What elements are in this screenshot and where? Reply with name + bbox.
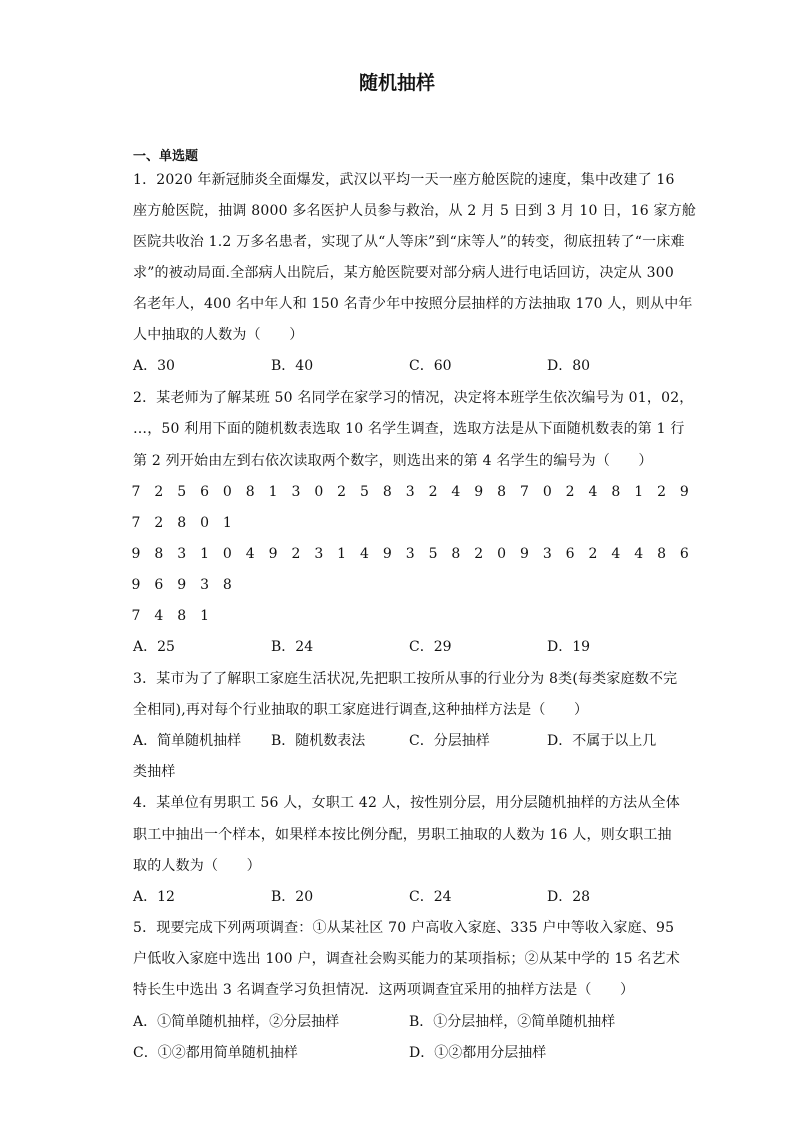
random-digit: 8 <box>382 484 392 500</box>
random-digit: 1 <box>222 515 232 531</box>
random-digit: 8 <box>154 546 164 562</box>
question-1-line: 求”的被动局面.全部病人出院后，某方舱医院要对部分病人进行电话回访，决定从 300 <box>133 265 674 281</box>
random-digit: 3 <box>405 484 415 500</box>
random-digit: 0 <box>222 484 232 500</box>
option-d[interactable]: D．19 <box>547 639 591 655</box>
random-digit: 4 <box>588 484 598 500</box>
random-table-row <box>133 575 693 595</box>
random-digit: 7 <box>131 608 141 624</box>
question-5-options-row-1 <box>133 1012 673 1032</box>
random-digit: 4 <box>360 546 369 562</box>
random-digit: 6 <box>565 546 575 562</box>
page-title: 随机抽样 <box>358 72 435 94</box>
question-5-options-row-2 <box>133 1043 673 1063</box>
option-d[interactable]: D．80 <box>547 358 591 374</box>
question-5-line: 特长生中选出 3 名调查学习负担情况．这两项调查宜采用的抽样方法是（ ） <box>133 982 635 998</box>
question-3-line: 3．某市为了了解职工家庭生活状况,先把职工按所从事的行业分为 8类(每类家庭数不完 <box>133 671 678 687</box>
random-table-row <box>133 544 693 564</box>
option-d[interactable]: D．28 <box>547 889 591 905</box>
random-digit: 4 <box>611 546 621 562</box>
random-digit: 6 <box>200 484 209 500</box>
random-digit: 3 <box>542 546 552 562</box>
random-digit: 9 <box>382 546 392 562</box>
random-table-row <box>133 513 693 533</box>
question-2-line: 第 2 列开始由左到右依次读取两个数字，则选出来的第 4 名学生的编号为（ ） <box>133 453 653 469</box>
random-digit: 2 <box>154 484 164 500</box>
option-d[interactable]: D．①②都用分层抽样 <box>409 1045 547 1061</box>
question-2-line: 2．某老师为了解某班 50 名同学在家学习的情况，决定将本班学生依次编号为 01，02， <box>133 390 694 406</box>
random-digit: 8 <box>177 515 187 531</box>
question-4-line: 4．某单位有男职工 56 人，女职工 42 人，按性别分层，用分层随机抽样的方法从全体 <box>133 795 680 811</box>
random-digit: 5 <box>428 546 438 562</box>
random-digit: 4 <box>451 484 461 500</box>
random-digit: 6 <box>154 577 164 593</box>
question-2-line: …，50 利用下面的随机数表选取 10 名学生调查，选取方法是从下面随机数表的第 1 行 <box>133 421 685 437</box>
random-digit: 3 <box>291 484 301 500</box>
question-1-line: 医院共收治 1.2 万多名患者，实现了从“人等床”到“床等人”的转变，彻底扭转了“一床难 <box>133 234 685 250</box>
option-a[interactable]: A．简单随机抽样 <box>133 733 242 749</box>
random-digit: 7 <box>131 484 141 500</box>
question-2-options <box>133 637 673 657</box>
question-4-options <box>133 887 673 907</box>
random-digit: 0 <box>222 546 232 562</box>
random-digit: 0 <box>314 484 324 500</box>
option-c[interactable]: C．①②都用简单随机抽样 <box>133 1045 298 1061</box>
random-digit: 9 <box>679 484 689 500</box>
random-digit: 0 <box>200 515 209 531</box>
random-digit: 9 <box>131 546 141 562</box>
random-digit: 8 <box>611 484 621 500</box>
random-digit: 2 <box>337 484 347 500</box>
random-digit: 8 <box>657 546 666 562</box>
random-digit: 9 <box>268 546 278 562</box>
option-a[interactable]: A．①简单随机抽样，②分层抽样 <box>133 1014 340 1030</box>
random-digit: 1 <box>634 484 644 500</box>
random-digit: 4 <box>245 546 255 562</box>
random-digit: 8 <box>497 484 507 500</box>
question-3-options <box>133 731 673 751</box>
option-c[interactable]: C．60 <box>409 358 452 374</box>
question-1-options <box>133 356 673 376</box>
option-b[interactable]: B．24 <box>271 639 314 655</box>
random-digit: 0 <box>497 546 507 562</box>
option-b[interactable]: B．40 <box>271 358 314 374</box>
option-c[interactable]: C．分层抽样 <box>409 733 490 749</box>
question-5-line: 5．现要完成下列两项调查：①从某社区 70 户高收入家庭、335 户中等收入家庭、95 <box>133 920 675 936</box>
random-digit: 4 <box>154 608 164 624</box>
random-digit: 8 <box>245 484 255 500</box>
random-digit: 3 <box>405 546 415 562</box>
random-digit: 7 <box>131 515 141 531</box>
random-digit: 1 <box>200 608 209 624</box>
random-digit: 7 <box>519 484 529 500</box>
question-4-line: 职工中抽出一个样本，如果样本按比例分配，男职工抽取的人数为 16 人，则女职工抽 <box>133 827 672 843</box>
random-digit: 5 <box>177 484 187 500</box>
random-digit: 9 <box>474 484 484 500</box>
random-table-row <box>133 606 693 626</box>
random-digit: 1 <box>200 546 209 562</box>
question-1-line: 座方舱医院，抽调 8000 多名医护人员参与救治，从 2 月 5 日到 3 月 10 日，16 家方舱 <box>133 203 697 219</box>
option-d-continuation: 类抽样 <box>133 764 176 780</box>
random-digit: 9 <box>177 577 187 593</box>
random-digit: 2 <box>588 546 598 562</box>
section-heading: 一、单选题 <box>133 149 199 164</box>
random-table-row <box>133 482 693 502</box>
random-digit: 2 <box>657 484 666 500</box>
question-1-line: 名老年人，400 名中年人和 150 名青少年中按照分层抽样的方法抽取 170 人，则从中年 <box>133 296 693 312</box>
random-digit: 9 <box>131 577 141 593</box>
option-c[interactable]: C．24 <box>409 889 452 905</box>
option-a[interactable]: A．12 <box>133 889 175 905</box>
random-digit: 8 <box>177 608 187 624</box>
random-digit: 3 <box>200 577 209 593</box>
option-a[interactable]: A．30 <box>133 358 175 374</box>
random-digit: 2 <box>291 546 301 562</box>
random-digit: 2 <box>428 484 438 500</box>
random-digit: 8 <box>451 546 461 562</box>
option-c[interactable]: C．29 <box>409 639 452 655</box>
option-b[interactable]: B．①分层抽样，②简单随机抽样 <box>409 1014 616 1030</box>
random-digit: 3 <box>177 546 187 562</box>
option-d[interactable]: D．不属于以上几 <box>547 733 657 749</box>
question-1-line: 1．2020 年新冠肺炎全面爆发，武汉以平均一天一座方舱医院的速度，集中改建了 16 <box>133 172 675 188</box>
random-digit: 1 <box>337 546 347 562</box>
random-digit: 3 <box>314 546 324 562</box>
random-digit: 1 <box>268 484 278 500</box>
random-digit: 0 <box>542 484 552 500</box>
random-digit: 2 <box>565 484 575 500</box>
question-5-line: 户低收入家庭中选出 100 户，调查社会购买能力的某项指标；②从某中学的 15 名艺术 <box>133 951 680 967</box>
random-digit: 2 <box>474 546 484 562</box>
random-digit: 2 <box>154 515 164 531</box>
option-b[interactable]: B．20 <box>271 889 314 905</box>
question-4-line: 取的人数为（ ） <box>133 858 261 874</box>
option-b[interactable]: B．随机数表法 <box>271 733 366 749</box>
option-a[interactable]: A．25 <box>133 639 175 655</box>
random-digit: 9 <box>519 546 529 562</box>
random-digit: 5 <box>360 484 369 500</box>
random-digit: 4 <box>634 546 644 562</box>
random-digit: 8 <box>222 577 232 593</box>
random-digit: 6 <box>679 546 689 562</box>
question-3-line: 全相同),再对每个行业抽取的职工家庭进行调查,这种抽样方法是（ ） <box>133 702 589 718</box>
question-1-line: 人中抽取的人数为（ ） <box>133 327 304 343</box>
